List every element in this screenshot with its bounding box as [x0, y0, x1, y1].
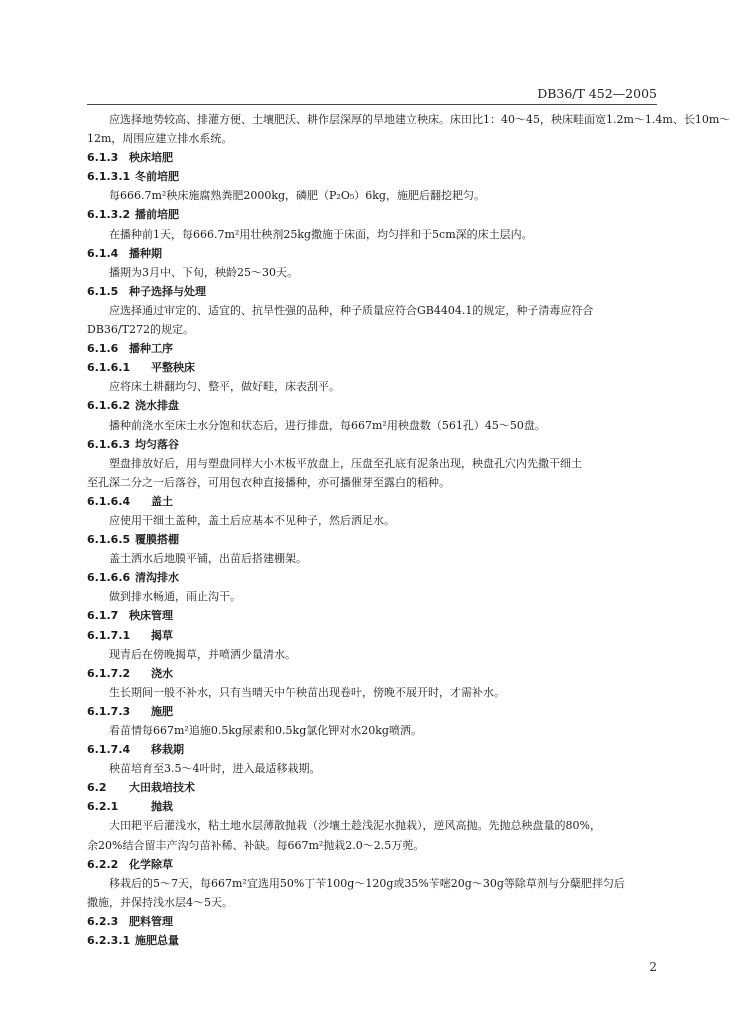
- section-heading: [87, 912, 657, 931]
- paragraph-line: 每666.7m²秧床施腐熟粪肥2000kg，磷肥（P₂O₅）6kg，施肥后翻挖耙匀。: [109, 189, 485, 203]
- section-title: 均匀落谷: [135, 437, 179, 451]
- section-number: 6.1.6.1: [87, 361, 131, 375]
- section-number: 6.1.6: [87, 342, 119, 356]
- section-number: 6.1.6.3: [87, 437, 131, 451]
- section-number: 6.1.7.1: [87, 628, 131, 642]
- section-heading: [87, 530, 657, 549]
- section-heading: [87, 855, 657, 874]
- section-title: 移栽期: [151, 743, 184, 757]
- paragraph-line: 应将床土耕翻均匀、整平，做好畦，床表刮平。: [109, 380, 340, 394]
- section-number: 6.2.3: [87, 914, 119, 928]
- section-heading: [87, 492, 657, 511]
- section-title: 平整秧床: [151, 361, 195, 375]
- section-number: 6.2.3.1: [87, 934, 131, 948]
- section-heading: [87, 606, 657, 625]
- section-number: 6.1.7.3: [87, 704, 131, 718]
- paragraph-line: 余20%结合留丰产沟匀苗补稀、补缺。每667m²抛栽2.0～2.5万蔸。: [87, 838, 425, 852]
- section-number: 6.1.3: [87, 151, 119, 165]
- paragraph-line: 播期为3月中、下旬，秧龄25～30天。: [109, 265, 298, 279]
- section-title: 秧床管理: [129, 609, 173, 623]
- paragraph-line: 在播种前1天，每666.7m²用壮秧剂25kg撒施于床面，均匀拌和于5cm深的床土层内。: [109, 227, 533, 241]
- section-title: 秧床培肥: [129, 151, 173, 165]
- section-number: 6.1.6.4: [87, 494, 131, 508]
- section-number: 6.2.2: [87, 857, 119, 871]
- document-code: DB36/T 452—2005: [537, 86, 657, 101]
- section-title: 肥料管理: [129, 914, 173, 928]
- section-number: 6.1.6.2: [87, 399, 131, 413]
- paragraph-line: 秧苗培育至3.5～4叶时，进入最适移栽期。: [109, 762, 321, 776]
- section-title: 抛栽: [151, 800, 173, 814]
- paragraph-line: 应选择通过审定的、适宜的、抗旱性强的品种，种子质量应符合GB4404.1的规定，种子清毒应符合: [109, 303, 594, 317]
- paragraph-line: 现青后在傍晚揭草，并喷洒少量清水。: [109, 647, 296, 661]
- paragraph-line: 盖土洒水后地膜平铺，出苗后搭建棚架。: [109, 552, 307, 566]
- paragraph-line: 生长期间一般不补水，只有当晴天中午秧苗出现卷叶，傍晚不展开时，才需补水。: [109, 685, 505, 699]
- section-heading: [87, 797, 657, 816]
- paragraph-line: 撒施，并保持浅水层4～5天。: [87, 895, 233, 909]
- section-heading: [87, 664, 657, 683]
- section-title: 播种工序: [129, 342, 173, 356]
- section-title: 播前培肥: [135, 208, 179, 222]
- section-title: 揭草: [151, 628, 173, 642]
- paragraph-line: 应选择地势较高、排灌方便、土壤肥沃、耕作层深厚的旱地建立秧床。床田比1：40～45，秧床畦面宽1.2m～1.4m、长10m～: [109, 113, 730, 126]
- section-title: 浇水: [151, 666, 173, 680]
- section-heading: [87, 167, 657, 186]
- section-title: 施肥: [151, 704, 173, 718]
- header-rule: [87, 104, 657, 105]
- section-number: 6.1.6.6: [87, 571, 131, 585]
- paragraph-line: DB36/T272的规定。: [87, 323, 194, 337]
- section-title: 播种期: [129, 246, 162, 260]
- section-title: 种子选择与处理: [129, 284, 206, 298]
- section-number: 6.1.3.2: [87, 208, 131, 222]
- section-heading: [87, 339, 657, 358]
- section-number: 6.1.7: [87, 609, 119, 623]
- section-title: 施肥总量: [135, 934, 179, 948]
- section-title: 覆膜搭棚: [135, 533, 179, 547]
- section-title: 清沟排水: [135, 571, 179, 585]
- page-number: 2: [649, 960, 657, 974]
- section-heading: [87, 931, 657, 950]
- paragraph-line: 至孔深二分之一后落谷，可用包衣种直接播种，亦可播催芽至露白的稻种。: [87, 475, 450, 489]
- paragraph-line: 12m，周围应建立排水系统。: [87, 132, 233, 146]
- section-number: 6.1.7.2: [87, 666, 131, 680]
- section-heading: [87, 740, 657, 759]
- section-number: 6.2: [87, 781, 107, 795]
- section-heading: [87, 244, 657, 263]
- document-body: [87, 110, 730, 950]
- section-number: 6.1.4: [87, 246, 119, 260]
- section-number: 6.1.3.1: [87, 170, 131, 184]
- section-heading: [87, 568, 657, 587]
- paragraph-line: 移栽后的5～7天，每667m²宜选用50%丁苄100g～120g或35%苄嘧20g～30g等除草剂与分蘖肥拌匀后: [109, 876, 625, 890]
- paragraph-line: 大田耙平后灌浅水，粘土地水层薄散抛栽（沙壤土趁浅泥水抛栽），逆风高抛。先抛总秧盘量的80%，: [109, 819, 601, 833]
- section-title: 冬前培肥: [135, 170, 179, 184]
- paragraph-line: 应使用干细土盖种，盖土后应基本不见种子，然后洒足水。: [109, 513, 395, 527]
- section-heading: [87, 626, 657, 645]
- paragraph-line: 播种前浇水至床土水分饱和状态后，进行排盘，每667m²用秧盘数（561孔）45～50盘。: [109, 418, 546, 432]
- section-title: 盖土: [151, 494, 173, 508]
- section-number: 6.2.1: [87, 800, 119, 814]
- section-heading: [87, 702, 657, 721]
- section-title: 化学除草: [129, 857, 173, 871]
- paragraph-line: 塑盘排放好后，用与塑盘同样大小木板平放盘上，压盘至孔底有泥条出现，秧盘孔穴内先撒干细土: [109, 456, 582, 470]
- paragraph-line: 看苗情每667m²追施0.5kg尿素和0.5kg氯化钾对水20kg喷洒。: [109, 724, 422, 737]
- section-heading: [87, 282, 657, 301]
- section-title: 浇水排盘: [135, 399, 179, 413]
- section-number: 6.1.7.4: [87, 743, 131, 757]
- section-heading: [87, 205, 657, 224]
- section-heading: [87, 358, 657, 377]
- section-title: 大田栽培技术: [129, 781, 195, 795]
- section-heading: [87, 778, 657, 797]
- section-number: 6.1.6.5: [87, 533, 131, 547]
- section-heading: [87, 396, 657, 415]
- section-number: 6.1.5: [87, 284, 119, 298]
- section-heading: [87, 435, 657, 454]
- paragraph-line: 做到排水畅通，雨止沟干。: [109, 590, 241, 604]
- section-heading: [87, 148, 657, 167]
